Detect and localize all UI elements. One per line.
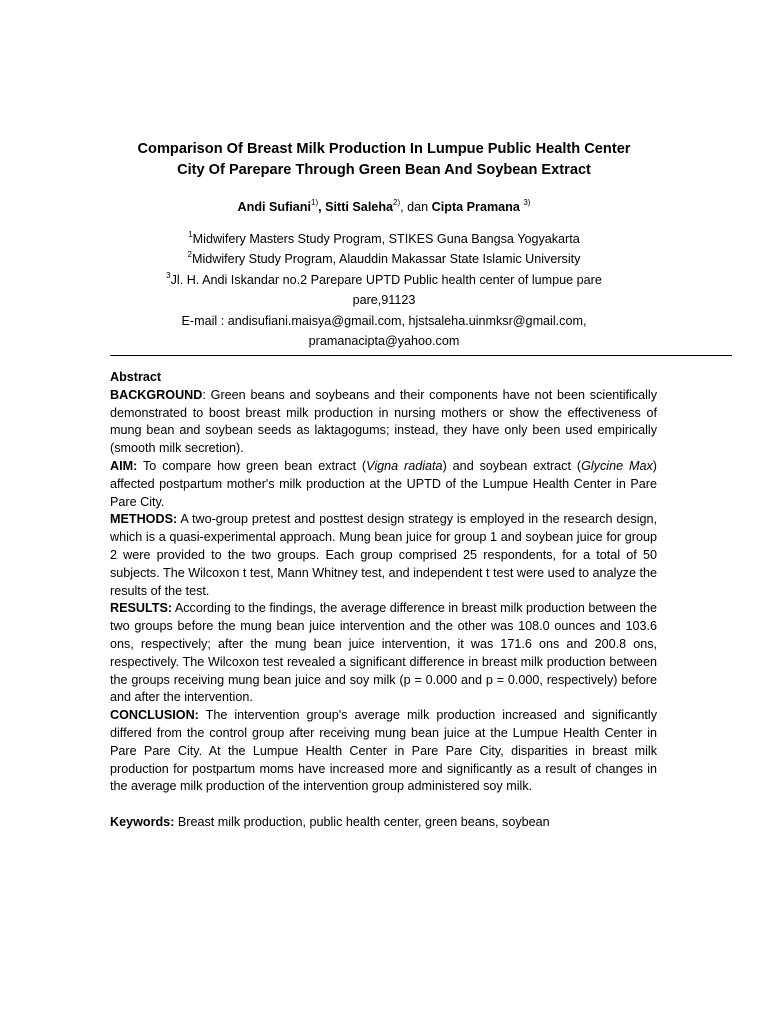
affiliation-1-text: Midwifery Masters Study Program, STIKES Guna Bangsa Yogyakarta <box>192 232 580 246</box>
email-line-2: pramanacipta@yahoo.com <box>308 334 460 349</box>
keywords <box>110 814 657 832</box>
abstract-aim <box>110 458 657 511</box>
aim-text-1: To compare how green bean extract ( <box>137 458 367 473</box>
affiliations <box>100 229 668 351</box>
abstract-methods <box>110 511 657 600</box>
abstract-section <box>110 369 657 831</box>
email-line-1: E-mail : andisufiani.maisya@gmail.com, hjstsaleha.uinmksr@gmail.com, <box>181 313 587 328</box>
author-list: Andi Sufiani$^{1)}$, Sitti Saleha$^{2)}$, dan Cipta Pramana $^{3)}$ <box>237 198 531 214</box>
methods-text: A two-group pretest and posttest design strategy is employed in the research design, which is a quasi-experimental approach. Mung bean juice for group 1 and soybean juice for group 2 were provided to the two groups. Each group comprised 25 respondents, for a total of 50 subjects. The Wilcoxon t test, Mann Whitney test, and independent t test were used to analyze the results of the test. <box>110 512 657 598</box>
results-text: According to the findings, the average difference in breast milk production between the two groups before the mung bean juice intervention and the other was 108.0 ounces and 103.6 ons, respectively; after the mung bean juice intervention, it was 171.6 ons and 200.8 ons, respectively. The Wilcoxon test revealed a significant difference in breast milk production between the groups receiving mung bean juice and soy milk (p = 0.000 and p = 0.000, respectively) before and after the intervention. <box>110 601 657 705</box>
author-2-sup: 2) <box>393 198 401 207</box>
aim-text-2: ) and soybean extract ( <box>442 458 582 473</box>
author-conjunction: , dan <box>400 200 432 214</box>
affiliation-1-sup: 1 <box>188 230 193 239</box>
conclusion-label: CONCLUSION: <box>110 708 199 723</box>
affiliation-3-text: Jl. H. Andi Iskandar no.2 Parepare UPTD Public health center of lumpue pare <box>170 272 602 287</box>
conclusion-text: The intervention group's average milk production increased and significantly differed from the control group after receiving mung bean juice at the Lumpue Health Center in Pare Pare City. At the Lumpue Health Center in Pare Pare City, disparities in breast milk production for postpartum moms have increased more and significantly as a result of changes in the average milk production of the intervention group administered soy milk. <box>110 708 657 794</box>
title-line-1: Comparison Of Breast Milk Production In Lumpue Public Health Center <box>137 141 631 157</box>
background-text: : Green beans and soybeans and their components have not been scientifically demonstrated to boost breast milk production in nursing mothers or show the effectiveness of mung bean and soybean seeds as laktagogums; instead, they have only been used empirically (smooth milk secretion). <box>110 387 657 456</box>
aim-species-1: Vigna radiata <box>366 458 443 473</box>
results-label: RESULTS: <box>110 601 173 616</box>
aim-species-2: Glycine Max <box>581 458 653 473</box>
author-2-name: Sitti Saleha <box>325 200 394 214</box>
affiliation-3-sup: 3 <box>166 270 171 280</box>
aim-text-3: ) affected postpartum mother's milk production at the UPTD of the Lumpue Health Center in Pare Pare City. <box>110 458 657 509</box>
abstract-heading: Abstract <box>110 370 162 384</box>
affiliation-3-line-2: pare,91123 <box>352 293 416 308</box>
methods-label: METHODS: <box>110 512 178 527</box>
paper-title <box>100 139 668 181</box>
keywords-label: Keywords: <box>110 814 175 829</box>
title-line-2: City Of Parepare Through Green Bean And Soybean Extract <box>177 162 591 178</box>
author-1-sup: 1) <box>311 198 319 207</box>
author-3-sup: 3) <box>523 198 531 207</box>
affiliation-2-sup: 2 <box>187 250 192 260</box>
author-3-name: Cipta Pramana <box>431 200 520 214</box>
keywords-text: Breast milk production, public health center, green beans, soybean <box>174 814 550 829</box>
header-divider <box>110 355 732 356</box>
author-1-name: Andi Sufiani <box>237 200 311 214</box>
abstract-results <box>110 600 657 707</box>
abstract-conclusion <box>110 707 657 796</box>
affiliation-3 <box>100 270 668 290</box>
abstract-background <box>110 387 657 458</box>
affiliation-2 <box>100 249 668 269</box>
background-label: BACKGROUND <box>110 387 203 402</box>
aim-label: AIM: <box>110 458 138 473</box>
affiliation-1 <box>100 229 668 249</box>
affiliation-2-text: Midwifery Study Program, Alauddin Makassar State Islamic University <box>192 252 581 267</box>
